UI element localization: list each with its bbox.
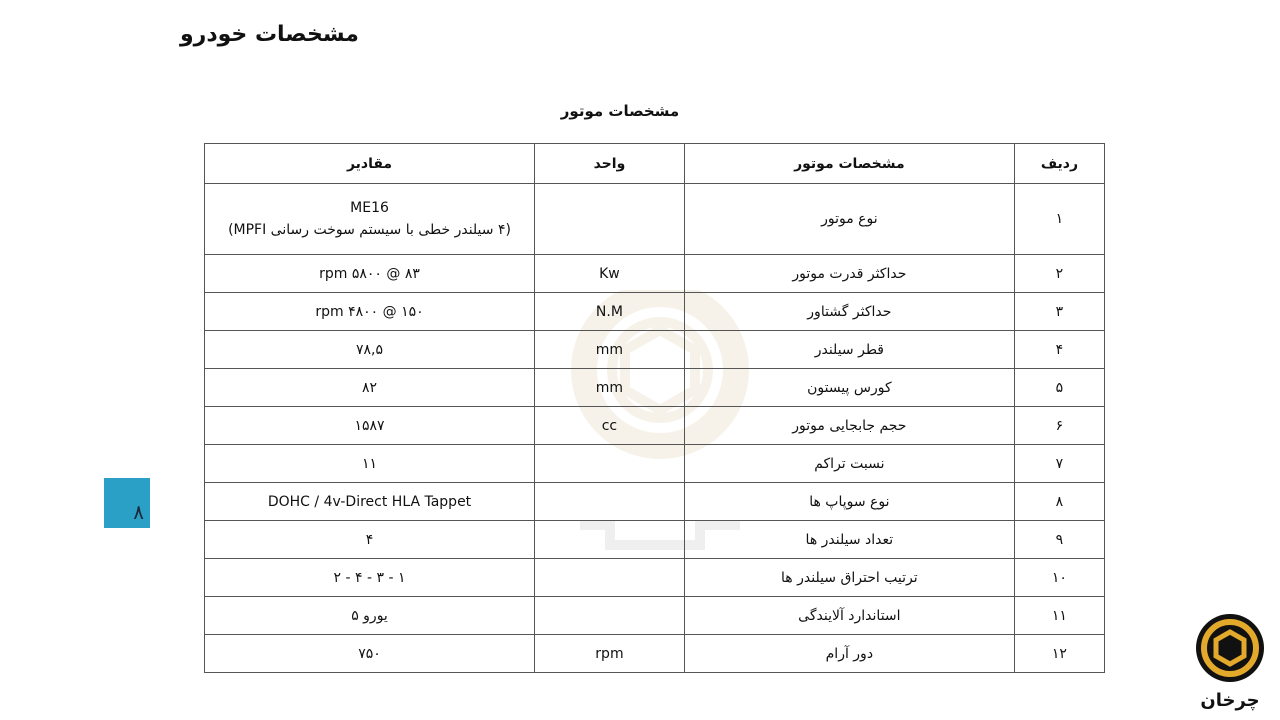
unit-cell: mm bbox=[535, 369, 685, 407]
value-cell: ۱۱ bbox=[205, 445, 535, 483]
row-number-cell: ۲ bbox=[1014, 255, 1104, 293]
unit-cell bbox=[535, 521, 685, 559]
row-number-cell: ۱۲ bbox=[1014, 635, 1104, 673]
table-row bbox=[205, 445, 1105, 483]
table-row bbox=[205, 331, 1105, 369]
spec-cell: نوع موتور bbox=[684, 184, 1014, 255]
row-number-cell: ۶ bbox=[1014, 407, 1104, 445]
row-number-cell: ۸ bbox=[1014, 483, 1104, 521]
table-row bbox=[205, 597, 1105, 635]
value-cell: DOHC / 4v-Direct HLA Tappet bbox=[205, 483, 535, 521]
header-row: ردیف bbox=[1014, 144, 1104, 184]
row-number-cell: ۱۱ bbox=[1014, 597, 1104, 635]
value-cell: ۱۵۸۷ bbox=[205, 407, 535, 445]
table-row bbox=[205, 635, 1105, 673]
value-cell: ۷۸,۵ bbox=[205, 331, 535, 369]
spec-cell: ترتیب احتراق سیلندر ها bbox=[684, 559, 1014, 597]
unit-cell: rpm bbox=[535, 635, 685, 673]
page-number-badge bbox=[104, 478, 150, 528]
unit-cell: cc bbox=[535, 407, 685, 445]
value-cell: ۷۵۰ bbox=[205, 635, 535, 673]
spec-cell: استاندارد آلایندگی bbox=[684, 597, 1014, 635]
value-cell: یورو ۵ bbox=[205, 597, 535, 635]
header-spec: مشخصات موتور bbox=[684, 144, 1014, 184]
unit-cell bbox=[535, 184, 685, 255]
table-row bbox=[205, 369, 1105, 407]
header-unit: واحد bbox=[535, 144, 685, 184]
table-row bbox=[205, 407, 1105, 445]
unit-cell bbox=[535, 559, 685, 597]
spec-cell: نسبت تراکم bbox=[684, 445, 1014, 483]
page-title: مشخصات خودرو bbox=[180, 22, 359, 47]
value-text-line2: (۴ سیلندر خطی با سیستم سوخت رسانی MPFI) bbox=[228, 222, 511, 238]
brand-name: چرخان bbox=[1200, 690, 1260, 711]
spec-cell: حداکثر گشتاور bbox=[684, 293, 1014, 331]
unit-cell bbox=[535, 445, 685, 483]
engine-spec-table bbox=[204, 143, 1105, 673]
value-cell: ۱۵۰ @ ۴۸۰۰ rpm bbox=[205, 293, 535, 331]
table-row bbox=[205, 559, 1105, 597]
row-number-cell: ۱۰ bbox=[1014, 559, 1104, 597]
spec-cell: کورس پیستون bbox=[684, 369, 1014, 407]
row-number-cell: ۳ bbox=[1014, 293, 1104, 331]
row-number-cell: ۷ bbox=[1014, 445, 1104, 483]
unit-cell: mm bbox=[535, 331, 685, 369]
value-cell: ۸۲ bbox=[205, 369, 535, 407]
row-number-cell: ۹ bbox=[1014, 521, 1104, 559]
table-row bbox=[205, 255, 1105, 293]
spec-cell: حجم جابجایی موتور bbox=[684, 407, 1014, 445]
value-cell: ۴ bbox=[205, 521, 535, 559]
brand-logo-icon bbox=[1190, 612, 1270, 712]
table-header-row bbox=[205, 144, 1105, 184]
value-cell: ۱ - ۳ - ۴ - ۲ bbox=[205, 559, 535, 597]
section-title: مشخصات موتور bbox=[560, 102, 680, 120]
spec-cell: حداکثر قدرت موتور bbox=[684, 255, 1014, 293]
unit-cell bbox=[535, 483, 685, 521]
value-text: ME16 bbox=[350, 200, 389, 216]
value-cell bbox=[205, 184, 535, 255]
spec-cell: دور آرام bbox=[684, 635, 1014, 673]
row-number-cell: ۴ bbox=[1014, 331, 1104, 369]
unit-cell: Kw bbox=[535, 255, 685, 293]
unit-cell bbox=[535, 597, 685, 635]
page-number: ۸ bbox=[133, 500, 144, 524]
table-row bbox=[205, 483, 1105, 521]
spec-cell: نوع سوپاپ ها bbox=[684, 483, 1014, 521]
table-row bbox=[205, 293, 1105, 331]
unit-cell: N.M bbox=[535, 293, 685, 331]
spec-cell: قطر سیلندر bbox=[684, 331, 1014, 369]
row-number-cell: ۵ bbox=[1014, 369, 1104, 407]
row-number-cell: ۱ bbox=[1014, 184, 1104, 255]
table-row bbox=[205, 184, 1105, 255]
value-cell: ۸۳ @ ۵۸۰۰ rpm bbox=[205, 255, 535, 293]
spec-cell: تعداد سیلندر ها bbox=[684, 521, 1014, 559]
table-row bbox=[205, 521, 1105, 559]
header-values: مقادیر bbox=[205, 144, 535, 184]
